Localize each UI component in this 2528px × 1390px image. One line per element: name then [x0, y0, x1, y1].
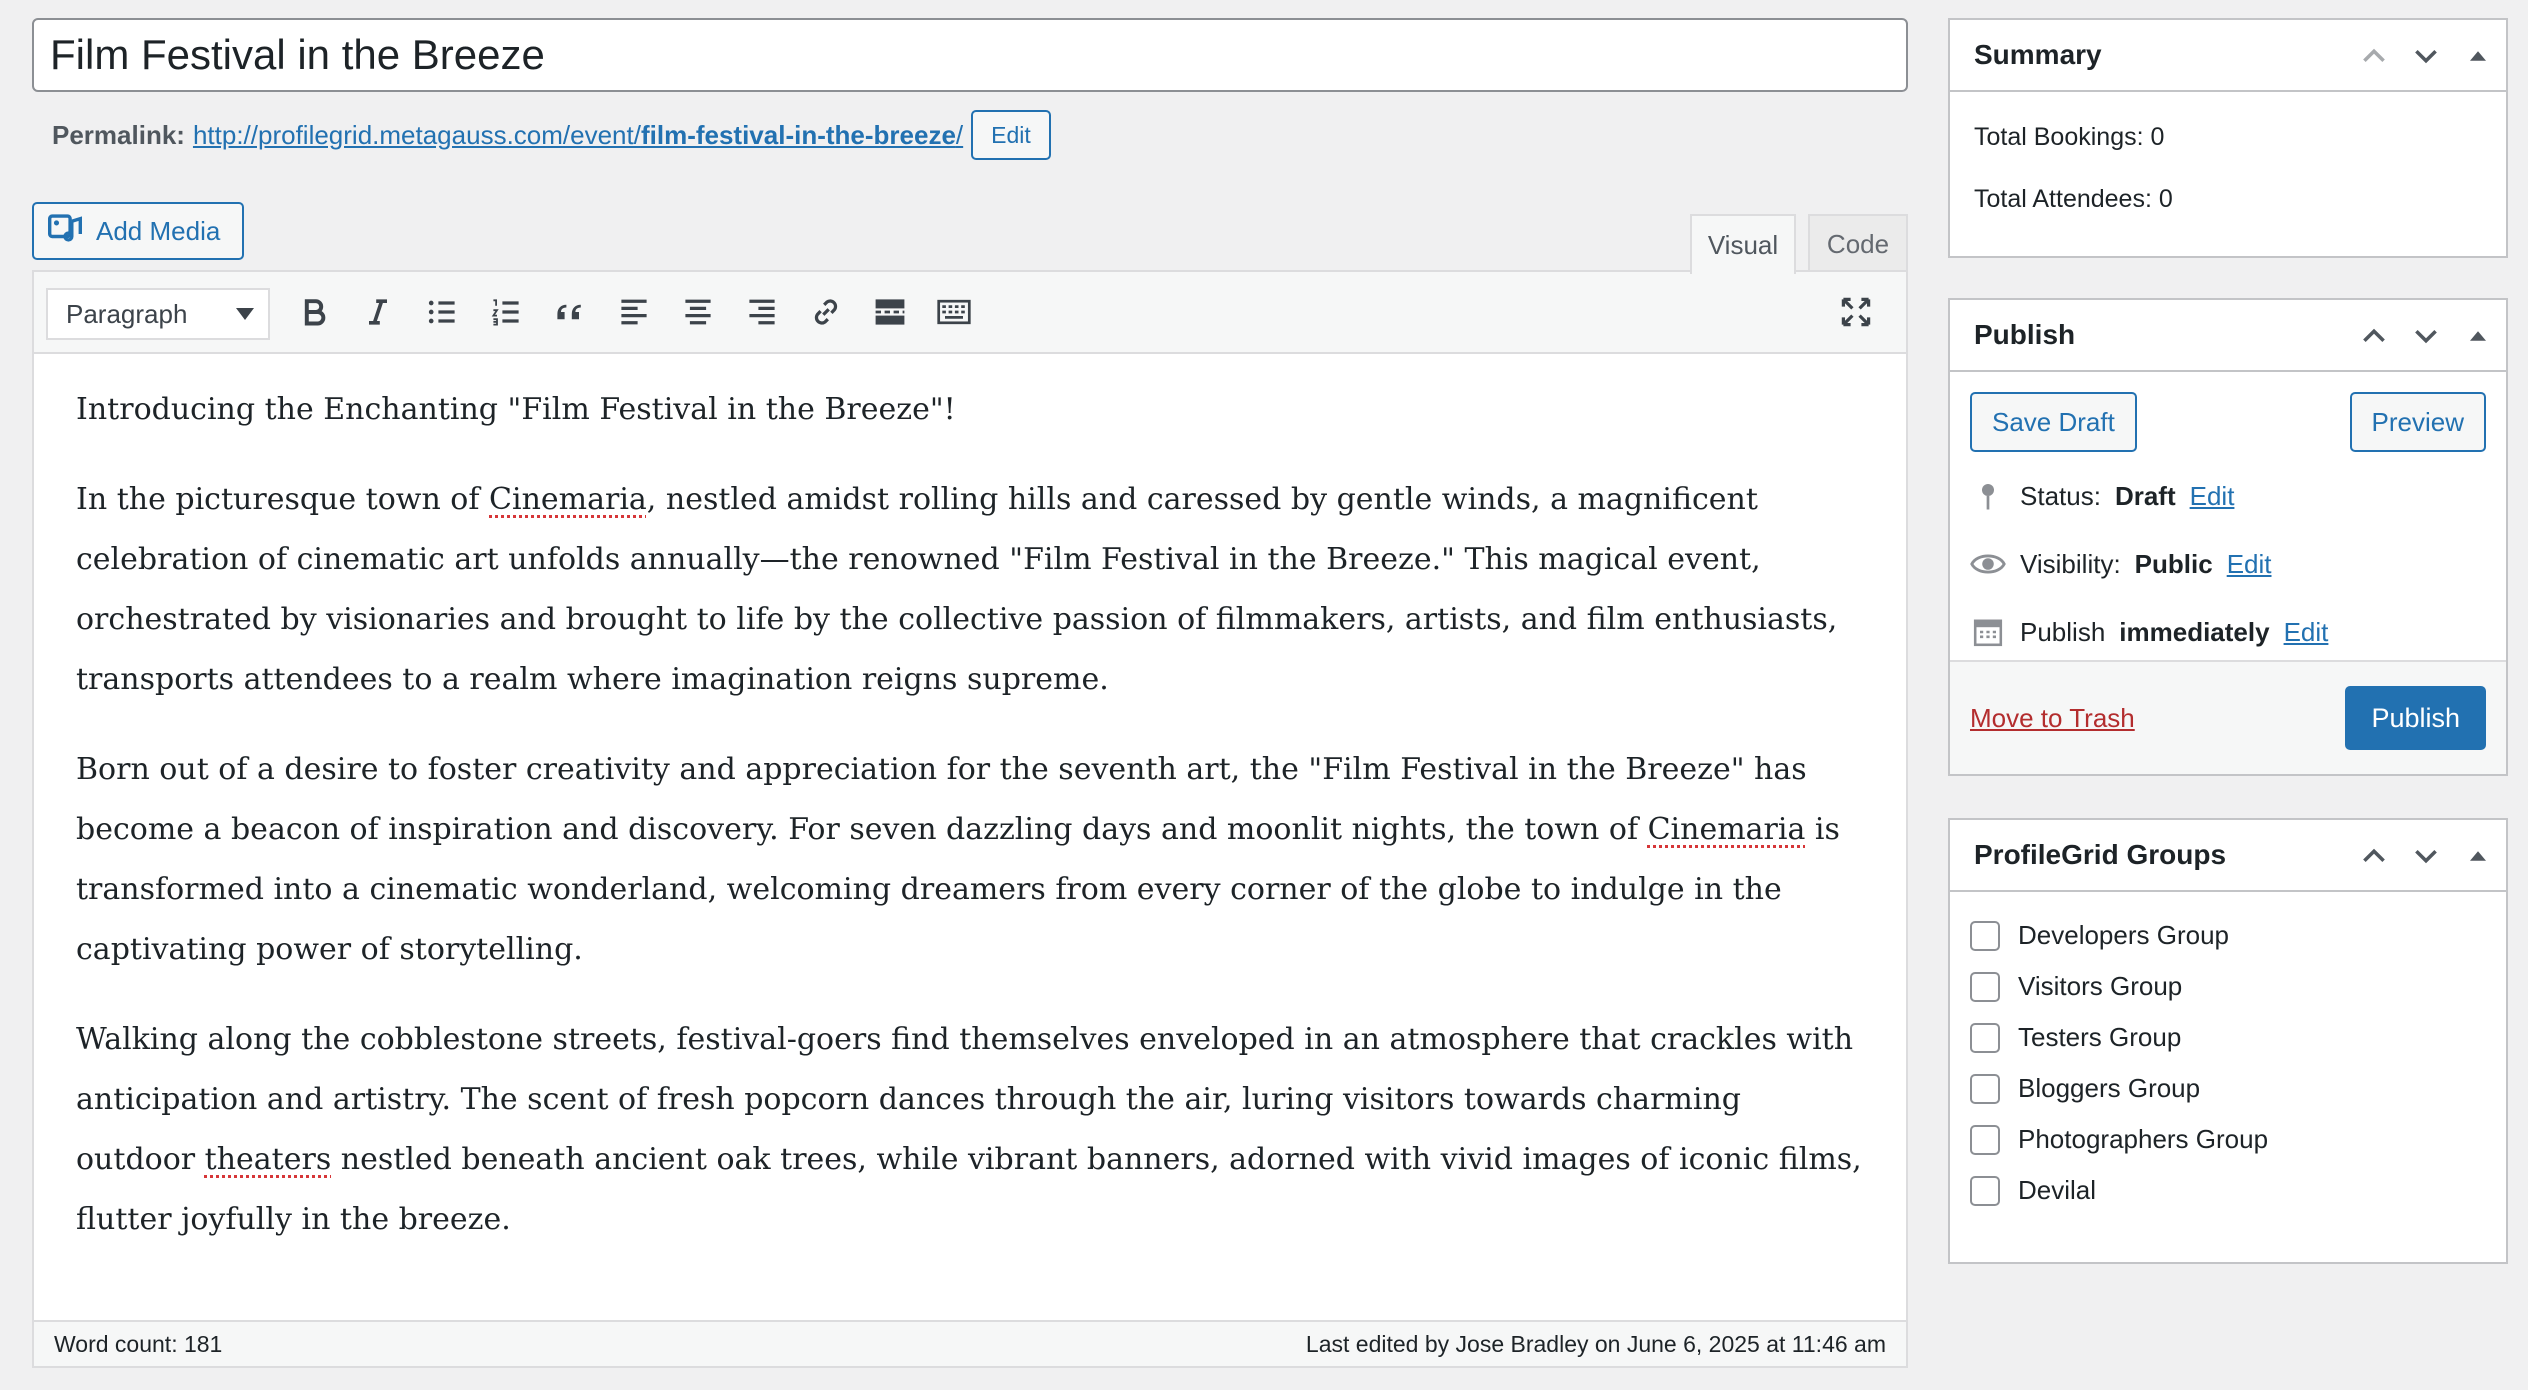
content-paragraph: [76, 1010, 1864, 1250]
align-left-button[interactable]: [610, 290, 658, 338]
chevron-down-icon[interactable]: [2410, 40, 2442, 79]
tab-visual[interactable]: Visual: [1690, 214, 1796, 274]
schedule-value: immediately: [2119, 616, 2270, 647]
content-paragraph: [76, 740, 1864, 980]
format-select-value: Paragraph: [66, 298, 188, 329]
groups-box-header: [1950, 820, 2506, 892]
read-more-button[interactable]: [866, 290, 914, 338]
group-checkbox[interactable]: [1970, 1176, 2000, 1206]
permalink-label: Permalink:: [52, 119, 185, 150]
group-item[interactable]: [1970, 961, 2486, 1012]
paragraph-text: In the picturesque town of: [76, 482, 490, 517]
chevron-up-icon[interactable]: [2358, 840, 2390, 879]
add-media-button[interactable]: [32, 202, 244, 260]
group-checkbox[interactable]: [1970, 1023, 2000, 1053]
tab-code[interactable]: Code: [1808, 214, 1908, 272]
chevron-down-icon[interactable]: [2410, 320, 2442, 359]
group-item[interactable]: [1970, 910, 2486, 961]
publish-box: [1948, 298, 2508, 776]
group-checkbox[interactable]: [1970, 1074, 2000, 1104]
fullscreen-button[interactable]: [1832, 290, 1880, 338]
collapse-triangle-icon[interactable]: [2462, 40, 2494, 79]
align-right-button[interactable]: [738, 290, 786, 338]
add-media-label: Add Media: [96, 215, 221, 246]
align-center-icon: [680, 294, 716, 335]
group-checkbox[interactable]: [1970, 921, 2000, 951]
chevron-down-icon[interactable]: [2410, 840, 2442, 879]
word-count: Word count: 181: [54, 1330, 223, 1357]
permalink-link[interactable]: [193, 120, 963, 151]
insert-link-button[interactable]: [802, 290, 850, 338]
collapse-triangle-icon[interactable]: [2462, 840, 2494, 879]
box-controls: [2358, 40, 2494, 79]
preview-button[interactable]: Preview: [2350, 392, 2486, 452]
status-value: Draft: [2114, 480, 2176, 511]
box-controls: [2358, 320, 2494, 359]
align-center-button[interactable]: [674, 290, 722, 338]
save-draft-button[interactable]: Save Draft: [1970, 392, 2137, 452]
group-label: Devilal: [2018, 1175, 2097, 1205]
permalink-slug: film-festival-in-the-breeze: [640, 119, 956, 150]
paragraph-text: , nestled amidst rolling hills and caressed by gentle winds, a magnificent celebration of cinematic art unfolds annually—the renowned "Film Festival in the Breeze." This magical event, orchestrated by visionaries and brought to life by the collective passion of filmmakers, artists, and film enthusiasts, transports attendees to a realm where imagination reigns supreme.: [76, 482, 1838, 697]
schedule-label: Publish: [2020, 616, 2106, 647]
permalink: [52, 110, 1051, 160]
align-right-icon: [744, 294, 780, 335]
permalink-trail: /: [955, 119, 964, 150]
post-title-input[interactable]: Film Festival in the Breeze: [32, 18, 1908, 92]
content-paragraph: Introducing the Enchanting "Film Festival in the Breeze"!: [76, 392, 956, 427]
paragraph-text: Walking along the cobblestone streets, festival-goers find themselves enveloped in an atmosphere that crackles with anticipation and artistry. The scent of fresh popcorn dances through the air, luring visitors towards charming outdoor: [76, 1022, 1854, 1177]
permalink-base: http://profilegrid.metagauss.com/event/: [192, 119, 641, 150]
group-label: Testers Group: [2018, 1022, 2182, 1052]
groups-title: ProfileGrid Groups: [1974, 839, 2227, 870]
read-more-icon: [872, 294, 908, 335]
link-icon: [808, 294, 844, 335]
move-to-trash-link[interactable]: Move to Trash: [1970, 702, 2135, 733]
summary-box: [1948, 18, 2508, 258]
schedule-edit-link[interactable]: Edit: [2283, 616, 2329, 647]
group-checkbox[interactable]: [1970, 1125, 2000, 1155]
italic-icon: [360, 294, 396, 335]
misspelled-word: theaters: [204, 1142, 332, 1177]
blockquote-button[interactable]: [546, 290, 594, 338]
fullscreen-icon: [1838, 294, 1874, 335]
paragraph-text: nestled beneath ancient oak trees, while vibrant banners, adorned with vivid images of iconic films, flutter joyfully in the breeze.: [76, 1142, 1862, 1237]
eye-icon: [1970, 546, 2006, 582]
profilegrid-groups-box: [1948, 818, 2508, 1264]
editor-content[interactable]: [34, 354, 1906, 1306]
chevron-down-icon: [236, 308, 254, 320]
publish-title: Publish: [1974, 319, 2076, 350]
visibility-value: Public: [2134, 548, 2213, 579]
paragraph-text: Born out of a desire to foster creativity and appreciation for the seventh art, the "Film Festival in the Breeze" has become a beacon of inspiration and discovery. For seven dazzling days and moonlit nights, the town of: [76, 752, 1807, 847]
chevron-up-icon[interactable]: [2358, 40, 2390, 79]
misspelled-word: Cinemaria: [1647, 812, 1806, 847]
total-bookings: Total Bookings: 0: [1974, 122, 2165, 151]
group-label: Bloggers Group: [2018, 1073, 2201, 1103]
publish-button[interactable]: Publish: [2345, 686, 2486, 750]
group-item[interactable]: [1970, 1114, 2486, 1165]
group-label: Developers Group: [2018, 920, 2229, 950]
chevron-up-icon[interactable]: [2358, 320, 2390, 359]
numbered-list-button[interactable]: [482, 290, 530, 338]
bulleted-list-button[interactable]: [418, 290, 466, 338]
group-item[interactable]: [1970, 1063, 2486, 1114]
collapse-triangle-icon[interactable]: [2462, 320, 2494, 359]
schedule-row: [1970, 598, 2486, 666]
bold-button[interactable]: [290, 290, 338, 338]
visibility-label: Visibility:: [2020, 548, 2121, 579]
pin-icon: [1970, 478, 2006, 514]
group-label: Photographers Group: [2018, 1124, 2269, 1154]
group-label: Visitors Group: [2018, 971, 2183, 1001]
bold-icon: [296, 294, 332, 335]
visibility-row: [1970, 530, 2486, 598]
toolbar-toggle-button[interactable]: [930, 290, 978, 338]
numbered-list-icon: [488, 294, 524, 335]
calendar-icon: [1970, 614, 2006, 650]
status-edit-link[interactable]: Edit: [2189, 480, 2235, 511]
status-label: Status:: [2020, 480, 2101, 511]
visibility-edit-link[interactable]: Edit: [2226, 548, 2272, 579]
format-select[interactable]: [46, 288, 270, 340]
editor-status-bar: [34, 1320, 1906, 1366]
group-list: [1950, 892, 2506, 1234]
bulleted-list-icon: [424, 294, 460, 335]
editor-toolbar: [34, 272, 1906, 354]
keyboard-icon: [936, 294, 972, 335]
group-item[interactable]: [1970, 1012, 2486, 1063]
last-edited: Last edited by Jose Bradley on June 6, 2025 at 11:46 am: [1305, 1330, 1886, 1357]
permalink-edit-button[interactable]: Edit: [971, 110, 1051, 160]
paragraph-text: is transformed into a cinematic wonderland, welcoming dreamers from every corner of the globe to indulge in the captivating power of storytelling.: [76, 812, 1840, 967]
misspelled-word: Cinemaria: [489, 482, 647, 517]
group-item[interactable]: [1970, 1165, 2486, 1216]
publish-footer: [1950, 660, 2506, 774]
content-editor: [32, 270, 1908, 1368]
media-icon: [48, 211, 82, 252]
publish-box-header: [1950, 300, 2506, 372]
align-left-icon: [616, 294, 652, 335]
box-controls: [2358, 840, 2494, 879]
summary-box-header: [1950, 20, 2506, 92]
status-row: [1970, 462, 2486, 530]
italic-button[interactable]: [354, 290, 402, 338]
total-attendees: Total Attendees: 0: [1974, 184, 2173, 213]
blockquote-icon: [552, 294, 588, 335]
summary-title: Summary: [1974, 39, 2102, 70]
group-checkbox[interactable]: [1970, 972, 2000, 1002]
content-paragraph: [76, 470, 1864, 710]
